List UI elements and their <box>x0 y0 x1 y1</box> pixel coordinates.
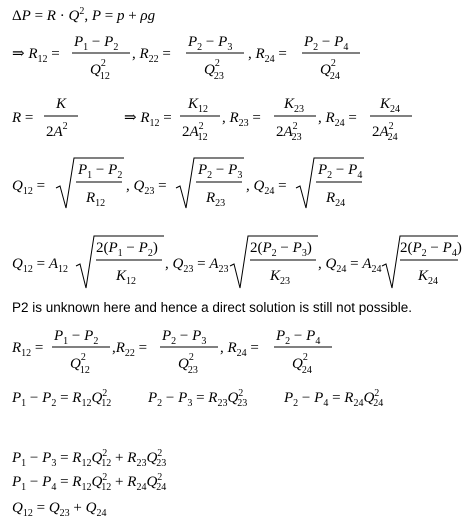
svg-text:2A223: $2A^2$ 23 <box>276 121 302 143</box>
svg-text:K23: $K_{23}$ <box>270 268 291 287</box>
svg-text:P1 − P2: $P_1 - P_2$ <box>78 162 123 181</box>
svg-text:P1 − P2: $P_1 - P_2$ <box>74 34 119 53</box>
equation-2 <box>12 28 452 80</box>
svg-text:R12 =: $R_{12}$ = <box>12 340 44 359</box>
svg-text:2A224: $2A^2$ 24 <box>372 121 398 143</box>
svg-text:K24: $K_{24}$ <box>418 268 439 287</box>
svg-text:P2 − P4: $P_2 - P_4$ <box>318 162 363 181</box>
svg-text:P2 − P4: $P_2 - P_4$ <box>276 328 321 347</box>
svg-text:ΔP = R · Q2, P = p + ρg: $\Delta P = R \cdot Q^2$, P = p + ρg <box>12 6 156 24</box>
equation-5 <box>12 234 460 292</box>
svg-text:2A212: $2A^2$ 12 <box>182 121 208 143</box>
svg-text:P2 − P4 = R24Q224: $P_2 - P_4 = R_{24}Q^2$ 24 <box>284 388 384 409</box>
equation-6 <box>12 322 452 374</box>
svg-text:, R22 =: , $R_{22}$ = <box>132 46 171 65</box>
svg-text:⇒ R12 =: ⇒ $R_{12}$ = <box>12 46 60 65</box>
svg-text:R12: $R_{12}$ <box>86 190 106 209</box>
svg-text:P1 − P3 = R12Q212 + R23Q223: $P_1 - P_3 = R_{12}Q^2$ $12 + R_{23}Q^2$ 23 <box>12 448 167 469</box>
svg-text:Q12 =: $Q_{12}$ = <box>12 178 46 197</box>
equation-1 <box>12 4 212 26</box>
svg-text:Q12 = Q23 + Q24: $Q_{12} = Q_{23} + Q_{24}$ <box>12 500 107 519</box>
equation-7 <box>12 386 452 410</box>
svg-text:P1 − P2 = R12Q212: $P_1 - P_2 = R_{12}Q^2$ 12 <box>12 388 112 409</box>
svg-text:⇒ R12 =: ⇒ $R_{12}$ = <box>124 110 172 129</box>
svg-text:Q223: $Q^2$ 23 <box>204 58 224 82</box>
svg-text:P1 − P4 = R12Q212 + R24Q224: $P_1 - P_4 = R_{12}Q^2$ $12 + R_{24}Q^2$ 24 <box>12 472 167 493</box>
svg-text:P2 − P3: $P_2 - P_3$ <box>188 34 233 53</box>
svg-text:R =: R = <box>12 110 34 126</box>
svg-text:R23: $R_{23}$ <box>206 190 226 209</box>
svg-text:R24: $R_{24}$ <box>326 190 346 209</box>
svg-text:Q12 = A12: $Q_{12} = A_{12}$ <box>12 256 68 275</box>
svg-text:P2 − P3: $P_2 - P_3$ <box>198 162 243 181</box>
svg-text:, Q23 = A23: , $Q_{23} = A_{23}$ <box>165 256 229 275</box>
svg-text:Q224: $Q^2$ 24 <box>320 58 340 82</box>
svg-text:P2 − P3 = R23Q223: $P_2 - P_3 = R_{23}Q^2$ 23 <box>148 388 248 409</box>
svg-text:K24: $K_{24}$ <box>380 96 401 115</box>
equation-8 <box>12 446 312 470</box>
svg-text:, Q24 = A24: , $Q_{24} = A_{24}$ <box>318 256 382 275</box>
svg-text:Q224: $Q^2$ 24 <box>292 352 312 376</box>
svg-text:K12: $K_{12}$ <box>116 268 137 287</box>
svg-text:, R24 =: , $R_{24}$ = <box>220 340 259 359</box>
svg-text:, R24 =: , $R_{24}$ = <box>248 46 287 65</box>
svg-text:P2 − P3: $P_2 - P_3$ <box>162 328 207 347</box>
svg-text:Q223: $Q^2$ 23 <box>178 352 198 376</box>
svg-text:Q212: $Q^2$ 12 <box>90 58 110 82</box>
svg-text:P1 − P2: $P_1 - P_2$ <box>54 328 99 347</box>
svg-text:,R22 =: $,R_{22}$ = <box>112 340 148 359</box>
svg-text:P2 − P4: $P_2 - P_4$ <box>304 34 349 53</box>
svg-text:K: K <box>56 96 67 112</box>
svg-text:2(P2 − P3): $2(P_2 - P_3)$ <box>250 240 312 259</box>
svg-text:K12: $K_{12}$ <box>188 96 209 115</box>
equation-3 <box>12 92 452 144</box>
explanatory-text: P2 is unknown here and hence a direct solution is still not possible. <box>12 300 412 315</box>
equation-9 <box>12 470 312 494</box>
svg-text:, Q23 =: , $Q_{23}$ = <box>126 178 167 197</box>
svg-text:, Q24 =: , $Q_{24}$ = <box>246 178 287 197</box>
svg-text:K23: $K_{23}$ <box>284 96 305 115</box>
equation-4 <box>12 156 452 212</box>
svg-text:2(P1 − P2): $2(P_1 - P_2)$ <box>96 240 158 259</box>
svg-text:, R23 =: , $R_{23}$ = <box>222 110 261 129</box>
svg-text:2A2: $2A^2$ <box>46 121 68 140</box>
svg-text:Q212: $Q^2$ 12 <box>70 352 90 376</box>
equation-10 <box>12 496 212 520</box>
svg-text:, R24 =: , $R_{24}$ = <box>318 110 357 129</box>
svg-text:2(P2 − P4): $2(P_2 - P_4)$ <box>400 240 462 259</box>
